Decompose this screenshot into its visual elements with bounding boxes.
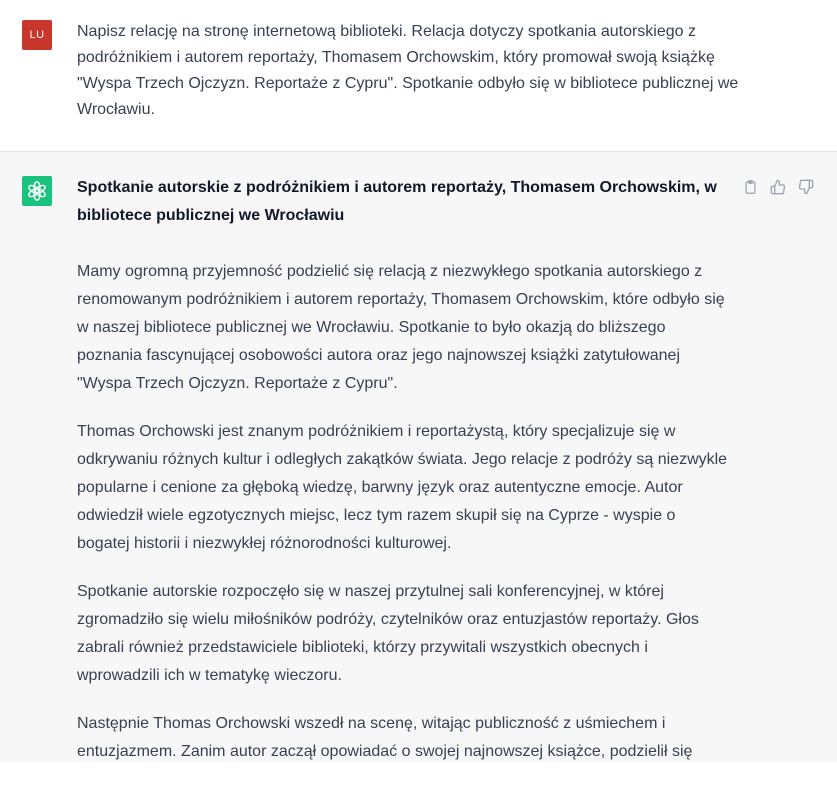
thumbs-down-button[interactable] bbox=[797, 178, 815, 196]
response-title: Spotkanie autorskie z podróżnikiem i autorem reportaży, Thomasem Orchowskim, w bibliotece publicznej we Wrocławiu bbox=[77, 179, 717, 224]
assistant-message bbox=[0, 152, 837, 762]
response-paragraph-4: Następnie Thomas Orchowski wszedł na scenę, witając publiczność z uśmiechem i entuzjazmem. Zanim autor zaczął opowiadać o swojej najnowszej książce, podzielił się bbox=[77, 715, 693, 760]
assistant-message-content bbox=[77, 174, 732, 786]
response-paragraph-3: Spotkanie autorskie rozpoczęło się w naszej przytulnej sali konferencyjnej, w której zgromadziło się wielu miłośników podróży, czytelników oraz entuzjastów reportaży. Głos zabrali również przedstawiciele biblioteki, którzy przywitali wszystkich obecnych i wprowadzili ich w tematykę wieczoru. bbox=[77, 583, 699, 684]
user-avatar bbox=[22, 20, 52, 50]
thumbs-down-icon bbox=[798, 179, 814, 195]
thumbs-up-button[interactable] bbox=[769, 178, 787, 196]
response-paragraph-1: Mamy ogromną przyjemność podzielić się relacją z niezwykłego spotkania autorskiego z renomowanym podróżnikiem i autorem reportaży, Thomasem Orchowskim, które odbyło się w naszej bibliotece publicznej we Wrocławiu. Spotkanie to było okazją do bliższego poznania fascynującej osobowości autora oraz jego najnowszej książki zatytułowanej "Wyspa Trzech Ojczyzn. Reportaże z Cypru". bbox=[77, 263, 725, 392]
user-avatar-initials: LU bbox=[29, 29, 45, 41]
user-message bbox=[0, 0, 837, 152]
openai-logo-icon bbox=[22, 176, 52, 206]
message-actions bbox=[741, 178, 815, 196]
thumbs-up-icon bbox=[770, 179, 786, 195]
clipboard-icon bbox=[743, 179, 758, 195]
user-message-text: Napisz relację na stronę internetową biblioteki. Relacja dotyczy spotkania autorskiego z podróżnikiem i autorem reportaży, Thomasem Orchowskim, który promował swoją książkę "Wyspa Trzech Ojczyzn. Reportaże z Cypru". Spotkanie odbyło się w bibliotece publicznej we Wrocławiu. bbox=[77, 23, 739, 118]
copy-button[interactable] bbox=[741, 178, 759, 196]
response-paragraph-2: Thomas Orchowski jest znanym podróżnikiem i reportażystą, który specjalizuje się w odkrywaniu różnych kultur i odległych zakątków świata. Jego relacje z podróży są niezwykle popularne i cenione za głęboką wiedzę, barwny język oraz autentyczne emocje. Autor odwiedził wiele egzotycznych miejsc, lecz tym razem skupił się na Cyprze - wyspie o bogatej historii i niezwykłej różnorodności kulturowej. bbox=[77, 423, 728, 552]
